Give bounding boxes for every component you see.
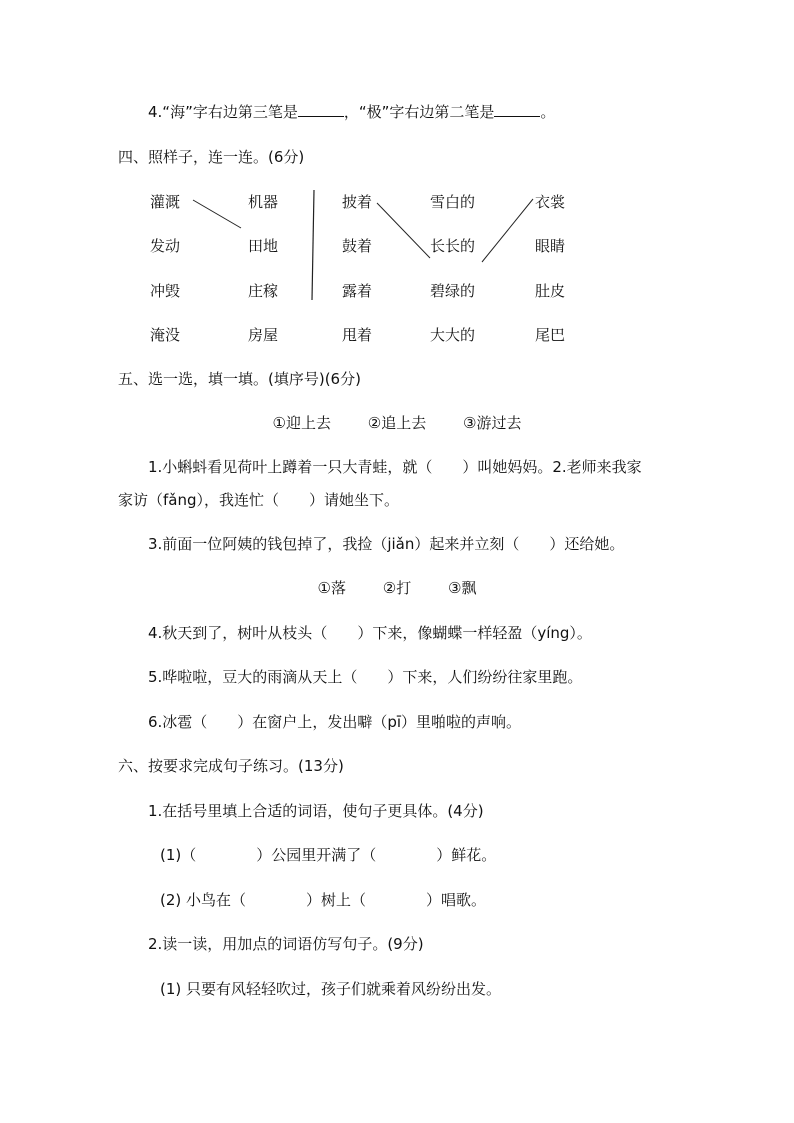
options-group-1 [0,413,794,433]
right-col2-row3: 碧绿的 [430,282,476,300]
fill-question-5: 5.哗啦啦，豆大的雨滴从天上（ ）下来，人们纷纷往家里跑。 [148,668,583,686]
right-col1-row3: 露着 [342,282,373,300]
fill-question-1a: 1.小蝌蚪看见荷叶上蹲着一只大青蛙，就（ ）叫她妈妈。2.老师来我家 [148,458,642,476]
right-col2-row4: 大大的 [430,326,476,344]
right-col1-row4: 甩着 [342,326,373,344]
divider-line [312,190,314,300]
example-line-right-2 [482,199,533,262]
fill-question-6: 6.冰雹（ ）在窗户上，发出噼（pī）里啪啦的声响。 [148,713,522,731]
options-group-2 [0,578,794,598]
section-5-title: 五、选一选，填一填。(填序号)(6分) [118,370,361,388]
right-col3-row4: 尾巴 [535,326,566,344]
example-line-left [193,200,241,228]
right-col1-row2: 鼓着 [342,237,373,255]
left-col1-row1: 灌溉 [150,193,181,211]
left-col2-row1: 机器 [248,193,279,211]
option-2-3: ③飘 [448,579,477,597]
right-col2-row2: 长长的 [430,237,476,255]
fill-question-1b: 家访（fǎng），我连忙（ ）请她坐下。 [118,491,400,509]
fill-question-3: 3.前面一位阿姨的钱包掉了，我捡（jiǎn）起来并立刻（ ）还给她。 [148,535,625,553]
section-4-title: 四、照样子，连一连。(6分) [118,148,305,166]
question-4-text-c: 。 [540,103,556,121]
option-1-1: ①迎上去 [272,414,331,432]
question-4-text-a: 4.“海”字右边第三笔是 [148,103,298,121]
section-6-title: 六、按要求完成句子练习。(13分) [118,757,344,775]
option-2-2: ②打 [382,579,412,597]
right-col3-row2: 眼睛 [535,237,566,255]
left-col1-row4: 淹没 [150,326,181,344]
right-col3-row1: 衣裳 [535,193,566,211]
right-col3-row3: 肚皮 [535,282,566,300]
sentence-task-1b: (2) 小鸟在（ ）树上（ ）唱歌。 [160,891,487,909]
example-line-right-1 [377,203,430,258]
option-2-1: ①落 [317,579,346,597]
left-col2-row2: 田地 [248,237,279,255]
right-col2-row1: 雪白的 [430,193,476,211]
left-col1-row2: 发动 [150,237,181,255]
left-col1-row3: 冲毁 [150,282,181,300]
fill-question-4: 4.秋天到了，树叶从枝头（ ）下来，像蝴蝶一样轻盈（yíng）。 [148,624,592,642]
right-col1-row1: 披着 [342,193,373,211]
left-col2-row3: 庄稼 [248,282,279,300]
sentence-task-1: 1.在括号里填上合适的词语，使句子更具体。(4分) [148,802,484,820]
sentence-task-2: 2.读一读，用加点的词语仿写句子。(9分) [148,935,424,953]
sentence-task-2a: (1) 只要有风轻轻吹过，孩子们就乘着风纷纷出发。 [160,980,502,998]
question-4-text-b: ，“极”字右边第二笔是 [343,103,495,121]
left-col2-row4: 房屋 [248,326,279,344]
option-1-2: ②追上去 [367,414,427,432]
sentence-task-1a: (1)（ ）公园里开满了（ ）鲜花。 [160,846,497,864]
option-1-3: ③游过去 [463,414,522,432]
